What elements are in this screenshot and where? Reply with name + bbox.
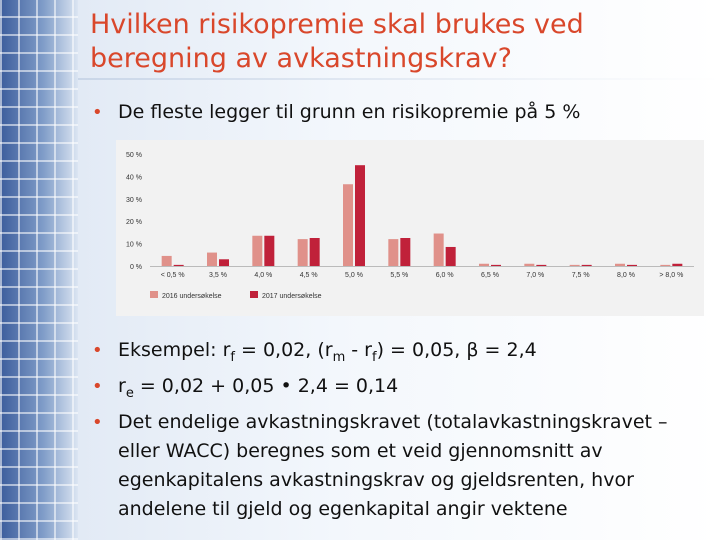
decorative-side-strip <box>0 0 78 540</box>
bullet-item <box>90 372 690 408</box>
bar-2017 <box>672 264 682 266</box>
bar-2016 <box>343 184 353 266</box>
x-tick-label: 4,5 % <box>299 272 318 279</box>
bar-2016 <box>162 256 172 266</box>
bullet-text: = 0,02 + 0,05 • 2,4 = 0,14 <box>133 374 399 397</box>
bullet-item <box>90 98 580 127</box>
bullet-item <box>90 336 690 372</box>
bullet-icon: • <box>92 411 103 433</box>
y-tick-label: 10 % <box>126 241 142 249</box>
x-tick-label: 5,0 % <box>345 272 363 279</box>
y-tick-label: 0 % <box>129 264 142 271</box>
y-tick-label: 40 % <box>126 174 142 182</box>
bar-2017 <box>264 236 274 266</box>
bar-2016 <box>479 264 489 266</box>
x-tick-label: 6,5 % <box>481 272 499 279</box>
bar-2017 <box>174 265 184 266</box>
bar-chart-svg <box>116 140 704 316</box>
y-tick-label: 20 % <box>126 219 142 227</box>
bar-2017 <box>400 238 410 266</box>
bar-2016 <box>660 265 670 266</box>
bar-2017 <box>627 265 637 266</box>
subscript-text: e <box>125 385 134 401</box>
legend-swatch-2016 <box>150 291 158 298</box>
bullet-icon: • <box>92 340 103 361</box>
x-tick-label: < 0,5 % <box>160 272 185 279</box>
legend-swatch-2017 <box>250 291 258 298</box>
bullet-text: De fleste legger til grunn en risikopremie på 5 % <box>118 101 581 123</box>
y-tick-label: 50 % <box>126 152 142 159</box>
bullet-text: = 0,02, (r <box>234 339 333 361</box>
bar-2017 <box>219 259 229 266</box>
subscript-text: f <box>372 349 377 365</box>
bullet-text: ) = 0,05, β = 2,4 <box>376 339 537 361</box>
bullet-icon: • <box>92 102 103 123</box>
bar-2016 <box>252 236 262 266</box>
example-bullet-list <box>90 336 690 524</box>
bar-2017 <box>491 265 501 266</box>
bar-2017 <box>446 247 456 266</box>
bullet-text: - r <box>345 339 372 361</box>
bullet-text: Det endelige avkastningskravet (totalavkastningskravet – eller WACC) beregnes som et veid gjennomsnitt av egenkapitalens avkastningskrav og gjeldsrenten, hvor andelene til gjeld og egenkapital angir vektene <box>118 410 668 520</box>
slide-title: Hvilken risikopremie skal brukes ved beregning av avkastningskrav? <box>90 9 584 74</box>
bar-2017 <box>355 165 365 266</box>
risk-premium-chart <box>116 140 704 316</box>
x-tick-label: > 8,0 % <box>659 272 684 279</box>
bullet-text: r <box>118 374 126 397</box>
subscript-text: m <box>332 349 346 365</box>
bar-2016 <box>207 253 217 266</box>
x-tick-label: 3,5 % <box>209 272 227 279</box>
title-divider <box>78 78 720 80</box>
bullet-text: Eksempel: r <box>118 339 231 361</box>
y-tick-label: 30 % <box>126 196 142 204</box>
bar-2016 <box>524 264 534 266</box>
bullet-item <box>90 408 690 524</box>
bar-2016 <box>298 239 308 266</box>
x-tick-label: 7,5 % <box>571 272 590 279</box>
x-tick-label: 6,0 % <box>435 272 454 279</box>
x-tick-label: 8,0 % <box>617 272 635 279</box>
bar-2017 <box>536 265 546 266</box>
bar-2016 <box>388 239 398 266</box>
bar-2017 <box>310 238 320 266</box>
x-tick-label: 7,0 % <box>526 272 545 279</box>
legend-label: 2016 undersøkelse <box>162 293 222 300</box>
bar-2016 <box>570 265 580 266</box>
legend-label: 2017 undersøkelse <box>262 293 322 300</box>
intro-bullet-list <box>90 98 580 127</box>
bar-2016 <box>615 264 625 266</box>
x-tick-label: 4,0 % <box>254 272 273 279</box>
bullet-icon: • <box>92 375 103 397</box>
bar-2016 <box>434 234 444 266</box>
x-tick-label: 5,5 % <box>390 272 409 279</box>
subscript-text: f <box>230 349 235 365</box>
bar-2017 <box>582 265 592 266</box>
